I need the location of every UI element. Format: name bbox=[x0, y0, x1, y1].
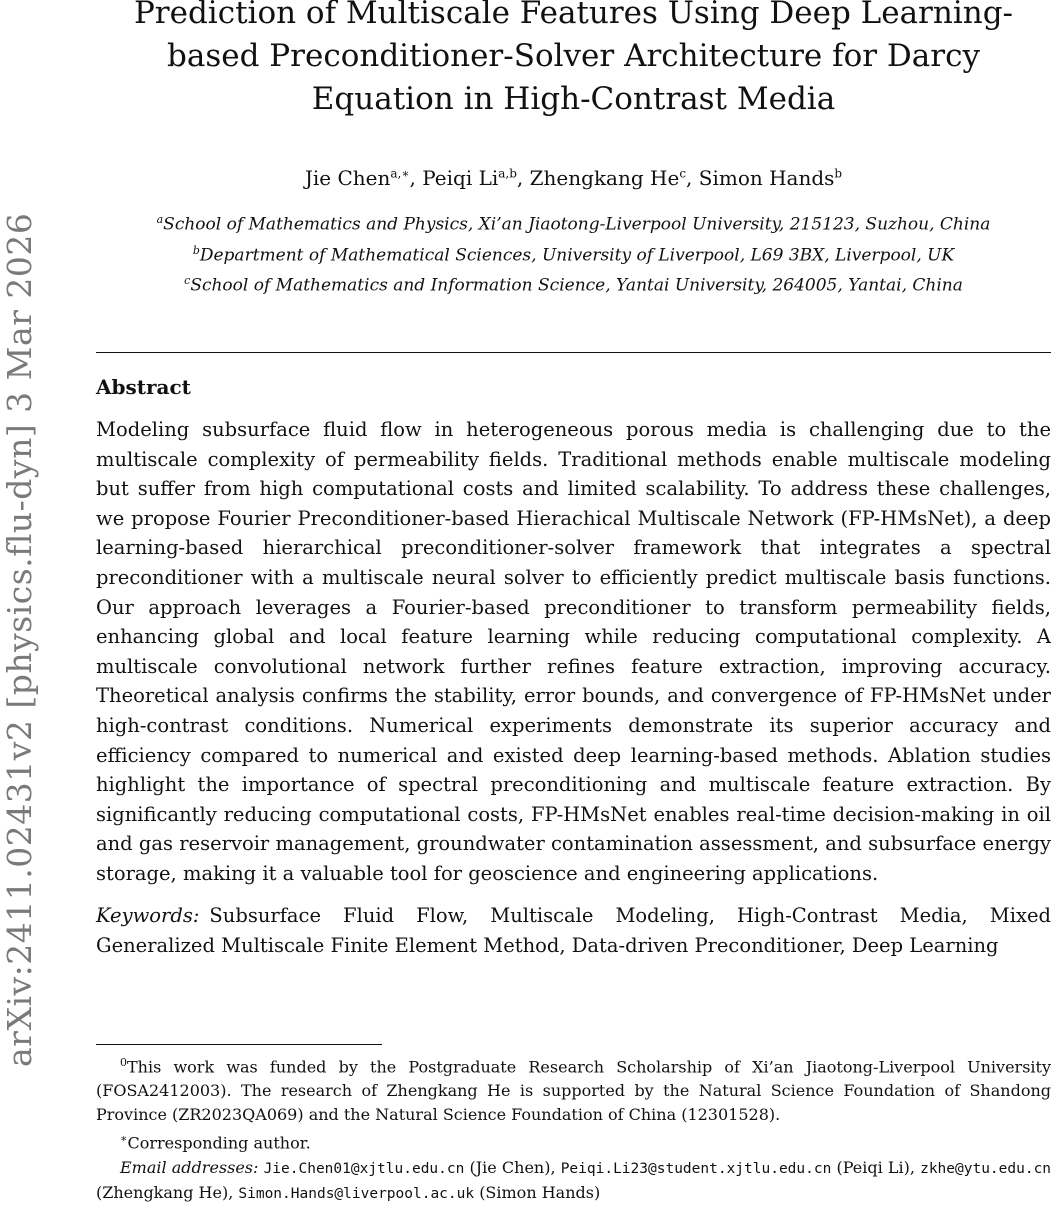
affiliation: $^c$School of Mathematics and Information Science, Yantai University, 264005, Yantai, China bbox=[184, 274, 963, 296]
affiliation: $^a$School of Mathematics and Physics, Xi’an Jiaotong-Liverpool University, 215123, Suzhou, China bbox=[156, 213, 991, 235]
affiliation-list bbox=[96, 207, 1051, 299]
abstract-text: Modeling subsurface fluid flow in heterogeneous porous media is challenging due to the multiscale complexity of permeability fields. Traditional methods enable multiscale modeling but suffer from high computational costs and limited scalability. To address these challenges, we propose Fourier Preconditioner-based Hierachical Multiscale Network (FP-HMsNet), a deep learning-based hierarchical preconditioner-solver framework that integrates a spectral preconditioner with a multiscale neural solver to efficiently predict multiscale basis functions. Our approach leverages a Fourier-based preconditioner to transform permeability fields, enhancing global and local feature learning while reducing computational complexity. A multiscale convolutional network further refines feature extraction, improving accuracy. Theoretical analysis confirms the stability, error bounds, and convergence of FP-HMsNet under high-contrast conditions. Numerical experiments demonstrate its superior accuracy and efficiency compared to numerical and existed deep learning-based methods. Ablation studies highlight the importance of spectral preconditioning and multiscale feature extraction. By significantly reducing computational costs, FP-HMsNet enables real-time decision-making in oil and gas reservoir management, groundwater contamination assessment, and subsurface energy storage, making it a valuable tool for geoscience and engineering applications. bbox=[96, 418, 1051, 885]
keywords-label: Keywords: bbox=[96, 904, 200, 927]
author: Zhengkang He$^c$ bbox=[529, 165, 687, 190]
author: Simon Hands$^b$ bbox=[698, 165, 843, 190]
header-divider bbox=[96, 352, 1051, 353]
email-link[interactable]: Peiqi.Li23@student.xjtlu.edu.cn bbox=[560, 1160, 832, 1177]
corresponding-footnote: ∗Corresponding author. bbox=[120, 1132, 311, 1153]
arxiv-identifier: arXiv:2411.02431v2 [physics.flu-dyn] 3 Mar 2026 bbox=[0, 212, 39, 1067]
abstract-heading: Abstract bbox=[96, 375, 191, 399]
footnotes bbox=[96, 1051, 1051, 1206]
email-link[interactable]: Simon.Hands@liverpool.ac.uk bbox=[238, 1185, 475, 1202]
email-link[interactable]: Jie.Chen01@xjtlu.edu.cn bbox=[263, 1160, 465, 1177]
author: Jie Chen$^{a,∗}$ bbox=[304, 165, 410, 190]
affiliation: $^b$Department of Mathematical Sciences, University of Liverpool, L69 3BX, Liverpool, UK bbox=[192, 243, 955, 266]
footnote-divider bbox=[96, 1044, 382, 1045]
funding-footnote: $^0$This work was funded by the Postgraduate Research Scholarship of Xi’an Jiaotong-Liverpool University (FOSA2412003). The research of Zhengkang He is supported by the Natural Science Foundation of Shandong Province (ZR2023QA069) and the Natural Science Foundation of China (12301528). bbox=[96, 1056, 1051, 1125]
author: Peiqi Li$^{a,b}$ bbox=[422, 165, 517, 190]
keywords bbox=[96, 901, 1051, 961]
email-footnote: Email addresses: Jie.Chen01@xjtlu.edu.cn (Jie Chen), Peiqi.Li23@student.xjtlu.edu.cn (Peiqi Li), zkhe@ytu.edu.cn (Zhengkang He), Simon.Hands@liverpool.ac.uk (Simon Hands) bbox=[96, 1157, 1051, 1202]
email-link[interactable]: zkhe@ytu.edu.cn bbox=[920, 1160, 1051, 1177]
author-list: Jie Chen$^{a,∗}$, Peiqi Li$^{a,b}$, Zhengkang He$^c$, Simon Hands$^b$ bbox=[304, 165, 843, 190]
keywords-text: Subsurface Fluid Flow, Multiscale Modeling, High-Contrast Media, Mixed Generalized Multiscale Finite Element Method, Data-driven Preconditioner, Deep Learning bbox=[96, 904, 1051, 957]
paper-title: Prediction of Multiscale Features Using Deep Learning-based Preconditioner-Solver Architecture for Darcy Equation in High-Contrast Media bbox=[133, 0, 1014, 117]
